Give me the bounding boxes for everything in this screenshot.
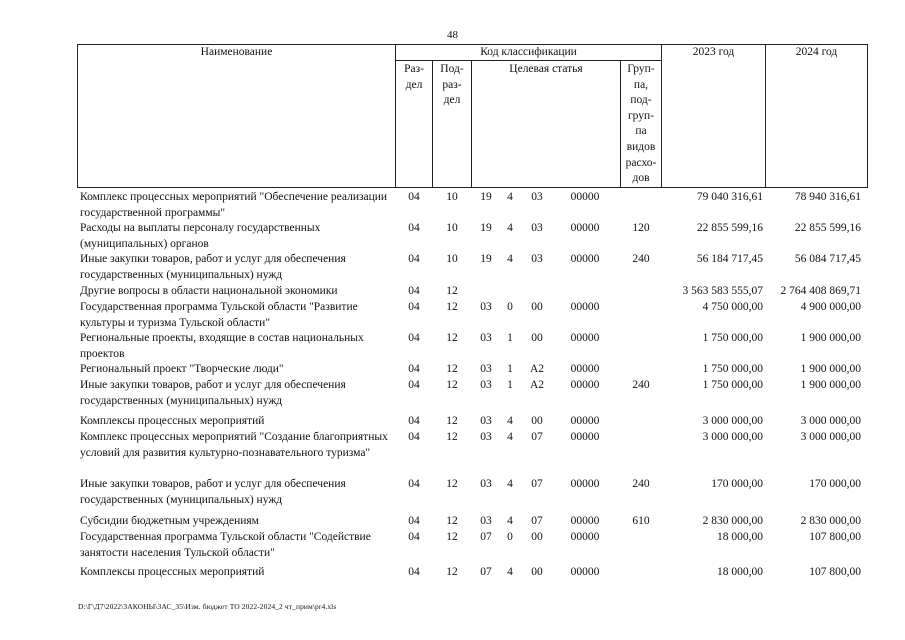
- cell-target-direction: 00000: [570, 191, 600, 203]
- cell-expense-group: 240: [632, 379, 650, 391]
- cell-name: Комплекс процессных мероприятий "Обеспечение реализации государственной программы": [80, 191, 388, 219]
- cell-name: Региональный проект "Творческие люди": [80, 363, 284, 375]
- cell-target-direction: 00000: [570, 253, 600, 265]
- cell-amount-2023: 1 750 000,00: [702, 379, 763, 391]
- cell-target-program: 03: [480, 301, 492, 313]
- cell-target-subprogram: 00: [531, 301, 543, 313]
- cell-expense-group: 240: [632, 478, 650, 490]
- footer-file-path: D:\Г\Д7\2022\ЗАКОНЫ\ЗАС_35\Изм. бюджет ТО 2022-2024_2 чт_прим\pr4.xls: [78, 602, 337, 611]
- cell-amount-2024: 3 000 000,00: [800, 415, 861, 427]
- cell-target-subprogram: 07: [531, 431, 543, 443]
- cell-razdel: 04: [408, 332, 420, 344]
- cell-target-program: 07: [480, 531, 492, 543]
- cell-razdel: 04: [408, 222, 420, 234]
- cell-target-direction: 00000: [570, 301, 600, 313]
- cell-razdel: 04: [408, 363, 420, 375]
- cell-podrazdel: 12: [446, 415, 458, 427]
- cell-razdel: 04: [408, 431, 420, 443]
- cell-amount-2023: 3 000 000,00: [702, 415, 763, 427]
- cell-name: Субсидии бюджетным учреждениям: [80, 515, 259, 527]
- header-2023-cell: [661, 44, 766, 188]
- header-razdel-label: Раз- дел: [404, 63, 424, 91]
- cell-amount-2024: 3 000 000,00: [800, 431, 861, 443]
- header-target-article-label: Целевая статья: [509, 63, 583, 75]
- cell-podrazdel: 12: [446, 515, 458, 527]
- cell-razdel: 04: [408, 301, 420, 313]
- cell-amount-2023: 56 184 717,45: [696, 253, 763, 265]
- cell-target-direction: 00000: [570, 415, 600, 427]
- cell-target-subprogram: 00: [531, 566, 543, 578]
- cell-amount-2023: 170 000,00: [711, 478, 763, 490]
- cell-name: Иные закупки товаров, работ и услуг для обеспечения государственных (муниципальных) нужд: [80, 379, 346, 407]
- cell-podrazdel: 12: [446, 478, 458, 490]
- cell-amount-2023: 3 563 583 555,07: [682, 285, 763, 297]
- header-name-cell: [77, 44, 396, 188]
- cell-target-type: 0: [507, 301, 513, 313]
- cell-target-subprogram: 03: [531, 222, 543, 234]
- cell-target-direction: 00000: [570, 515, 600, 527]
- cell-target-direction: 00000: [570, 478, 600, 490]
- cell-name: Государственная программа Тульской области "Развитие культуры и туризма Тульской области": [80, 301, 358, 329]
- cell-target-type: 4: [507, 415, 513, 427]
- cell-amount-2024: 22 855 599,16: [794, 222, 861, 234]
- cell-amount-2024: 170 000,00: [809, 478, 861, 490]
- cell-name: Государственная программа Тульской области "Содействие занятости населения Тульской области": [80, 531, 371, 559]
- cell-amount-2023: 79 040 316,61: [696, 191, 763, 203]
- cell-target-subprogram: А2: [529, 379, 545, 391]
- cell-amount-2024: 1 900 000,00: [800, 332, 861, 344]
- cell-amount-2023: 4 750 000,00: [702, 301, 763, 313]
- cell-razdel: 04: [408, 253, 420, 265]
- cell-expense-group: 610: [632, 515, 650, 527]
- cell-razdel: 04: [408, 515, 420, 527]
- cell-name: Комплекс процессных мероприятий "Создание благоприятных условий для развития культурно-познавательного туризма": [80, 431, 388, 459]
- cell-name: Региональные проекты, входящие в состав национальных проектов: [80, 332, 364, 360]
- cell-target-direction: 00000: [570, 379, 600, 391]
- cell-expense-group: 240: [632, 253, 650, 265]
- cell-amount-2023: 18 000,00: [717, 566, 763, 578]
- cell-target-program: 03: [480, 478, 492, 490]
- cell-target-program: 19: [480, 222, 492, 234]
- cell-amount-2023: 1 750 000,00: [702, 332, 763, 344]
- cell-target-program: 19: [480, 191, 492, 203]
- cell-target-type: 4: [507, 515, 513, 527]
- cell-name: Иные закупки товаров, работ и услуг для обеспечения государственных (муниципальных) нужд: [80, 478, 346, 506]
- cell-target-subprogram: 07: [531, 478, 543, 490]
- cell-podrazdel: 12: [446, 301, 458, 313]
- cell-target-program: 03: [480, 332, 492, 344]
- cell-amount-2024: 107 800,00: [809, 531, 861, 543]
- cell-target-subprogram: 07: [531, 515, 543, 527]
- cell-target-program: 07: [480, 566, 492, 578]
- cell-target-program: 03: [480, 415, 492, 427]
- cell-podrazdel: 10: [446, 253, 458, 265]
- cell-target-direction: 00000: [570, 363, 600, 375]
- cell-target-subprogram: 03: [531, 253, 543, 265]
- page-number: 48: [447, 29, 458, 41]
- cell-target-type: 4: [507, 431, 513, 443]
- cell-target-type: 1: [507, 379, 513, 391]
- cell-razdel: 04: [408, 379, 420, 391]
- cell-target-type: 4: [507, 191, 513, 203]
- cell-target-direction: 00000: [570, 531, 600, 543]
- cell-target-program: 03: [480, 515, 492, 527]
- cell-amount-2024: 78 940 316,61: [794, 191, 861, 203]
- cell-name: Другие вопросы в области национальной экономики: [80, 285, 338, 297]
- cell-podrazdel: 12: [446, 431, 458, 443]
- cell-target-program: 19: [480, 253, 492, 265]
- header-podrazdel-label: Под- раз- дел: [440, 63, 464, 106]
- cell-amount-2023: 18 000,00: [717, 531, 763, 543]
- cell-amount-2023: 3 000 000,00: [702, 431, 763, 443]
- cell-target-type: 1: [507, 332, 513, 344]
- cell-target-type: 4: [507, 478, 513, 490]
- cell-target-type: 1: [507, 363, 513, 375]
- cell-target-type: 4: [507, 222, 513, 234]
- cell-amount-2023: 1 750 000,00: [702, 363, 763, 375]
- cell-amount-2024: 56 084 717,45: [794, 253, 861, 265]
- cell-podrazdel: 12: [446, 285, 458, 297]
- cell-target-program: 03: [480, 431, 492, 443]
- header-2024-label: 2024 год: [795, 46, 838, 58]
- cell-target-subprogram: 00: [531, 332, 543, 344]
- header-2023-label: 2023 год: [692, 46, 735, 58]
- cell-amount-2023: 2 830 000,00: [702, 515, 763, 527]
- cell-target-subprogram: А2: [529, 363, 545, 375]
- cell-amount-2024: 2 764 408 869,71: [780, 285, 861, 297]
- cell-amount-2024: 4 900 000,00: [800, 301, 861, 313]
- cell-target-type: 4: [507, 253, 513, 265]
- cell-amount-2023: 22 855 599,16: [696, 222, 763, 234]
- cell-amount-2024: 1 900 000,00: [800, 363, 861, 375]
- cell-target-program: 03: [480, 363, 492, 375]
- cell-razdel: 04: [408, 285, 420, 297]
- cell-amount-2024: 1 900 000,00: [800, 379, 861, 391]
- cell-target-program: 03: [480, 379, 492, 391]
- cell-target-subprogram: 00: [531, 531, 543, 543]
- cell-razdel: 04: [408, 478, 420, 490]
- cell-amount-2024: 107 800,00: [809, 566, 861, 578]
- cell-razdel: 04: [408, 566, 420, 578]
- cell-name: Расходы на выплаты персоналу государственных (муниципальных) органов: [80, 222, 321, 250]
- cell-podrazdel: 10: [446, 222, 458, 234]
- cell-podrazdel: 10: [446, 191, 458, 203]
- cell-name: Иные закупки товаров, работ и услуг для обеспечения государственных (муниципальных) нужд: [80, 253, 346, 281]
- cell-podrazdel: 12: [446, 379, 458, 391]
- cell-target-direction: 00000: [570, 222, 600, 234]
- header-group-label: Груп- па, под- груп- па видов расхо- дов: [625, 63, 657, 185]
- cell-podrazdel: 12: [446, 363, 458, 375]
- cell-target-direction: 00000: [570, 431, 600, 443]
- cell-podrazdel: 12: [446, 566, 458, 578]
- cell-target-direction: 00000: [570, 566, 600, 578]
- header-2024-cell: [765, 44, 868, 188]
- cell-razdel: 04: [408, 191, 420, 203]
- cell-target-direction: 00000: [570, 332, 600, 344]
- cell-razdel: 04: [408, 531, 420, 543]
- cell-target-type: 0: [507, 531, 513, 543]
- cell-target-subprogram: 03: [531, 191, 543, 203]
- cell-podrazdel: 12: [446, 332, 458, 344]
- header-target-article-cell: [471, 60, 621, 188]
- cell-target-type: 4: [507, 566, 513, 578]
- cell-name: Комплексы процессных мероприятий: [80, 566, 265, 578]
- cell-amount-2024: 2 830 000,00: [800, 515, 861, 527]
- cell-name: Комплексы процессных мероприятий: [80, 415, 265, 427]
- cell-target-subprogram: 00: [531, 415, 543, 427]
- cell-expense-group: 120: [632, 222, 650, 234]
- cell-razdel: 04: [408, 415, 420, 427]
- header-classification-label: Код классификации: [480, 46, 577, 58]
- header-name-label: Наименование: [200, 46, 273, 58]
- cell-podrazdel: 12: [446, 531, 458, 543]
